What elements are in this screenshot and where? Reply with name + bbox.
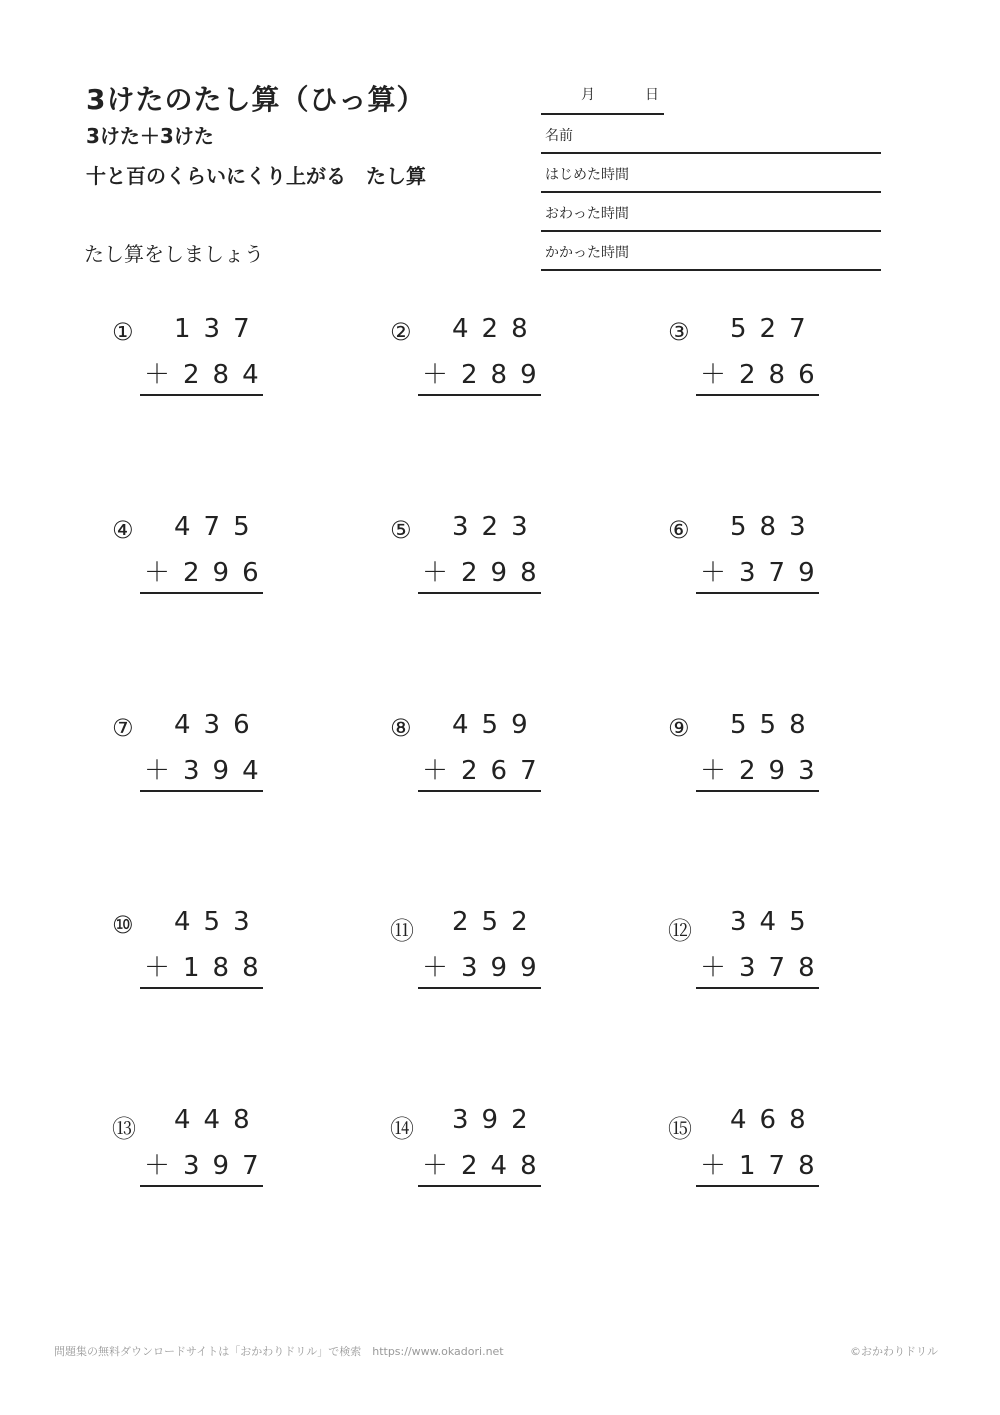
start-time-field[interactable] — [541, 154, 881, 193]
problem-number: ① — [112, 318, 134, 346]
answer-line — [418, 1185, 541, 1187]
problem-7 — [112, 710, 282, 790]
date-field[interactable] — [541, 78, 664, 115]
problem-13 — [112, 1105, 282, 1185]
footer-site-text: 問題集の無料ダウンロードサイトは「おかわりドリル」で検索 https://www.okadori.net — [54, 1345, 504, 1358]
addend-bottom: ＋293 — [700, 756, 828, 786]
start-time-label: はじめた時間 — [545, 167, 629, 183]
answer-line — [140, 394, 263, 396]
addend-bottom: ＋296 — [144, 558, 272, 588]
problem-number: ⑨ — [668, 714, 690, 742]
problem-10 — [112, 907, 282, 987]
problem-4 — [112, 512, 282, 592]
answer-line — [418, 987, 541, 989]
problem-5 — [390, 512, 560, 592]
addend-top: 392 — [452, 1105, 541, 1135]
month-label: 月 — [581, 87, 595, 103]
instruction-text: たし算をしましょう — [84, 242, 264, 266]
answer-line — [140, 790, 263, 792]
problem-8 — [390, 710, 560, 790]
problem-number: ② — [390, 318, 412, 346]
problem-14 — [390, 1105, 560, 1185]
addend-bottom: ＋267 — [422, 756, 550, 786]
end-time-label: おわった時間 — [545, 206, 629, 222]
duration-field[interactable] — [541, 232, 881, 271]
addend-top: 527 — [730, 314, 819, 344]
answer-line — [418, 592, 541, 594]
problem-3 — [668, 314, 838, 394]
page-title: 3けたのたし算（ひっ算） — [86, 83, 426, 116]
answer-line — [696, 394, 819, 396]
problem-number: ⑬ — [112, 1115, 136, 1143]
problem-number: ⑥ — [668, 516, 690, 544]
addend-top: 475 — [174, 512, 263, 542]
answer-line — [696, 592, 819, 594]
problem-6 — [668, 512, 838, 592]
problem-number: ④ — [112, 516, 134, 544]
addend-bottom: ＋289 — [422, 360, 550, 390]
addend-top: 345 — [730, 907, 819, 937]
answer-line — [140, 987, 263, 989]
answer-line — [696, 987, 819, 989]
addend-bottom: ＋379 — [700, 558, 828, 588]
footer-copyright: ©おかわりドリル — [850, 1345, 938, 1358]
addend-top: 428 — [452, 314, 541, 344]
addend-bottom: ＋188 — [144, 953, 272, 983]
subtitle-digits: 3けた＋3けた — [86, 124, 214, 148]
addend-bottom: ＋394 — [144, 756, 272, 786]
addend-bottom: ＋298 — [422, 558, 550, 588]
problem-number: ⑤ — [390, 516, 412, 544]
problem-number: ⑪ — [390, 917, 414, 945]
answer-line — [140, 592, 263, 594]
answer-line — [696, 1185, 819, 1187]
addend-bottom: ＋286 — [700, 360, 828, 390]
problem-12 — [668, 907, 838, 987]
addend-bottom: ＋248 — [422, 1151, 550, 1181]
answer-line — [418, 790, 541, 792]
name-field[interactable] — [541, 115, 881, 154]
addend-bottom: ＋397 — [144, 1151, 272, 1181]
addend-top: 558 — [730, 710, 819, 740]
day-label: 日 — [645, 87, 659, 103]
end-time-field[interactable] — [541, 193, 881, 232]
addend-bottom: ＋399 — [422, 953, 550, 983]
addend-bottom: ＋178 — [700, 1151, 828, 1181]
problem-number: ⑦ — [112, 714, 134, 742]
problem-9 — [668, 710, 838, 790]
problem-number: ⑩ — [112, 911, 134, 939]
problem-number: ⑮ — [668, 1115, 692, 1143]
addend-top: 583 — [730, 512, 819, 542]
problem-number: ⑧ — [390, 714, 412, 742]
problem-number: ⑭ — [390, 1115, 414, 1143]
problem-number: ⑫ — [668, 917, 692, 945]
addend-top: 323 — [452, 512, 541, 542]
name-label: 名前 — [545, 128, 573, 144]
addend-top: 453 — [174, 907, 263, 937]
answer-line — [696, 790, 819, 792]
addend-bottom: ＋378 — [700, 953, 828, 983]
problem-number: ③ — [668, 318, 690, 346]
addend-top: 252 — [452, 907, 541, 937]
student-info-panel — [541, 78, 881, 271]
addend-top: 468 — [730, 1105, 819, 1135]
answer-line — [418, 394, 541, 396]
duration-label: かかった時間 — [545, 245, 629, 261]
answer-line — [140, 1185, 263, 1187]
problem-15 — [668, 1105, 838, 1185]
addend-top: 448 — [174, 1105, 263, 1135]
problem-2 — [390, 314, 560, 394]
problem-1 — [112, 314, 282, 394]
addend-top: 459 — [452, 710, 541, 740]
addend-bottom: ＋284 — [144, 360, 272, 390]
subtitle-carry: 十と百のくらいにくり上がる たし算 — [86, 164, 426, 188]
addend-top: 137 — [174, 314, 263, 344]
problem-11 — [390, 907, 560, 987]
addend-top: 436 — [174, 710, 263, 740]
